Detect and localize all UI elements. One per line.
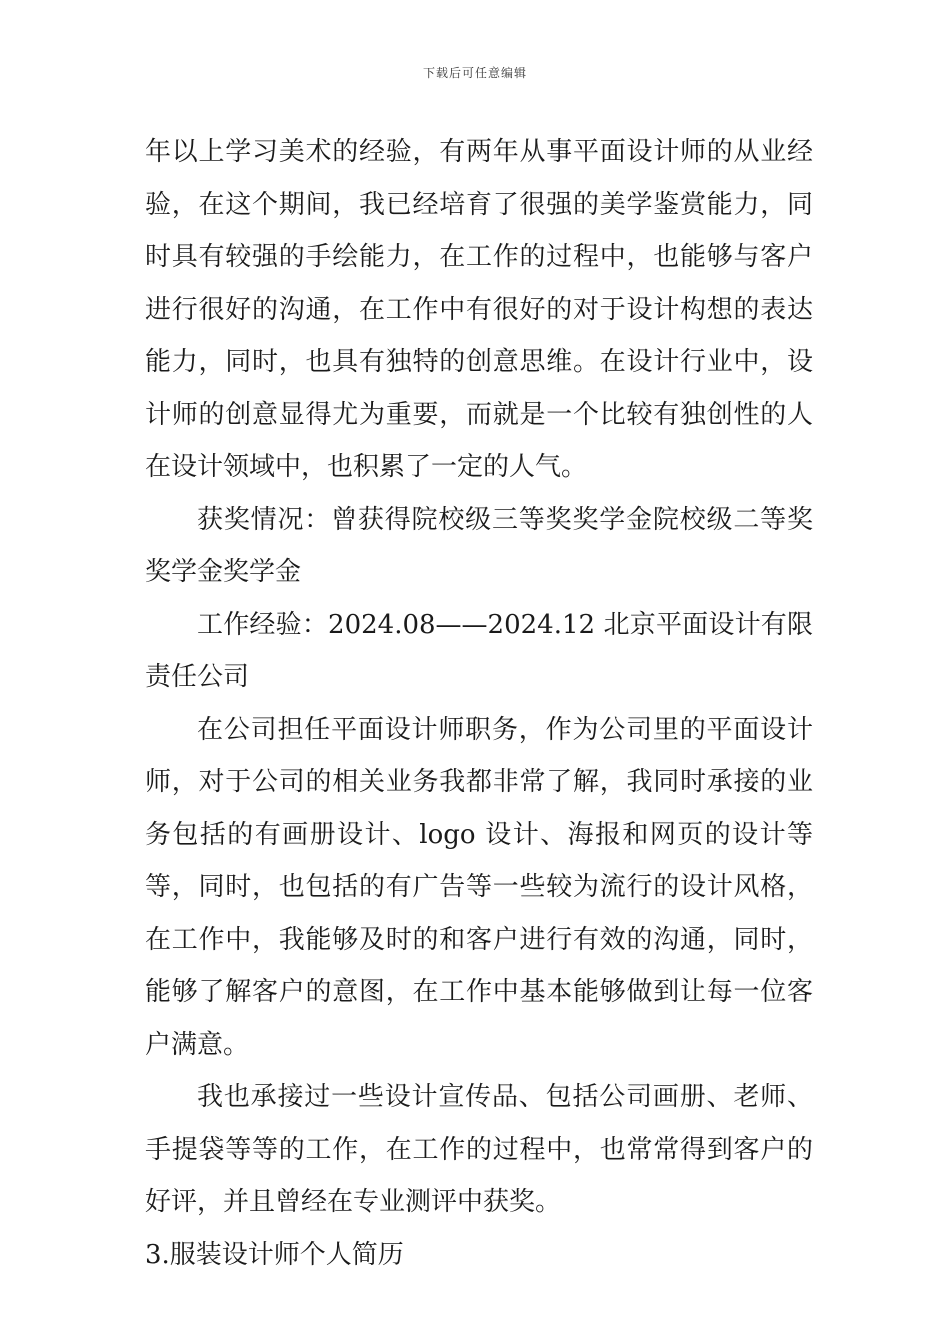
page-header-watermark: 下载后可任意编辑: [422, 66, 527, 80]
section-heading: 3.服装设计师个人简历: [145, 1239, 404, 1270]
paragraph-work-experience: 工作经验：2024.08——2024.12 北京平面设计有限责任公司: [145, 609, 813, 692]
document-body: [145, 126, 813, 1281]
paragraph-experience-summary: 年以上学习美术的经验，有两年从事平面设计师的从业经验，在这个期间，我已经培育了很强的美学鉴赏能力，同时具有较强的手绘能力，在工作的过程中，也能够与客户进行很好的沟通，在工作中有很好的对于设计构想的表达能力，同时，也具有独特的创意思维。在设计行业中，设计师的创意显得尤为重要，而就是一个比较有独创性的人在设计领域中，也积累了一定的人气。: [145, 137, 813, 482]
paragraph-additional-work: 我也承接过一些设计宣传品、包括公司画册、老师、手提袋等等的工作，在工作的过程中，也常常得到客户的好评，并且曾经在专业测评中获奖。: [145, 1082, 813, 1217]
paragraph-awards: 获奖情况：曾获得院校级三等奖奖学金院校级二等奖奖学金奖学金: [145, 504, 813, 587]
paragraph-job-duties: 在公司担任平面设计师职务，作为公司里的平面设计师，对于公司的相关业务我都非常了解，我同时承接的业务包括的有画册设计、logo 设计、海报和网页的设计等等，同时，也包括的有广告等一些较为流行的设计风格，在工作中，我能够及时的和客户进行有效的沟通，同时，能够了解客户的意图，在工作中基本能够做到让每一位客户满意。: [145, 714, 813, 1060]
